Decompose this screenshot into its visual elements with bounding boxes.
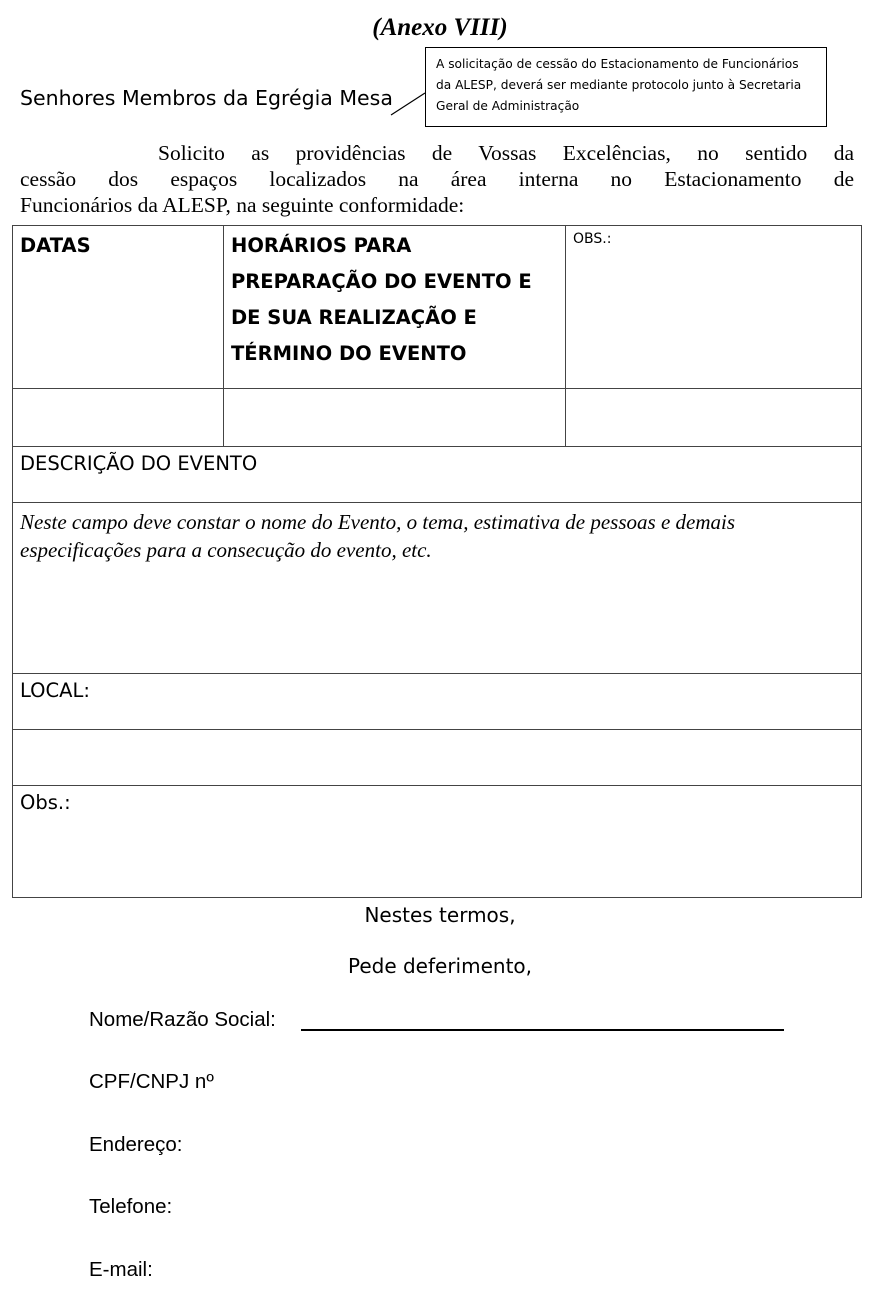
request-paragraph bbox=[20, 140, 854, 218]
note-leader-line bbox=[0, 0, 880, 140]
header-datas: DATAS bbox=[13, 226, 224, 389]
header-horarios-line: TÉRMINO DO EVENTO bbox=[231, 342, 467, 365]
descricao-label: DESCRIÇÃO DO EVENTO bbox=[13, 447, 862, 503]
obs-input-cell[interactable]: Obs.: bbox=[13, 786, 862, 898]
local-label-row bbox=[13, 674, 862, 730]
annex-title: (Anexo VIII) bbox=[372, 14, 508, 41]
descricao-label-row bbox=[13, 447, 862, 503]
closing-line-2: Pede deferimento, bbox=[347, 954, 533, 978]
header-horarios-line: HORÁRIOS PARA bbox=[231, 234, 412, 257]
request-line-1: Solicito as providências de Vossas Excelências, no sentido da bbox=[158, 141, 854, 165]
header-horarios-line: DE SUA REALIZAÇÃO E bbox=[231, 306, 477, 329]
nome-signature-line[interactable] bbox=[301, 1029, 784, 1031]
table-header-row bbox=[13, 226, 862, 389]
instruction-note: A solicitação de cessão do Estacionamento de Funcionários da ALESP, deverá ser mediante protocolo junto à Secretaria Geral de Administração bbox=[425, 47, 827, 127]
local-input-cell[interactable] bbox=[13, 730, 862, 786]
header-horarios-line: PREPARAÇÃO DO EVENTO E bbox=[231, 270, 532, 293]
endereco-label: Endereço: bbox=[89, 1133, 183, 1156]
header-horarios bbox=[224, 226, 566, 389]
request-line-2: cessão dos espaços localizados na área interna no Estacionamento de bbox=[20, 167, 854, 191]
datas-input-cell[interactable] bbox=[13, 389, 224, 447]
local-label: LOCAL: bbox=[13, 674, 862, 730]
header-obs: OBS.: bbox=[566, 226, 862, 389]
email-label: E-mail: bbox=[89, 1258, 153, 1281]
request-line-3: Funcionários da ALESP, na seguinte conformidade: bbox=[20, 193, 465, 217]
closing-line-1: Nestes termos, bbox=[364, 903, 516, 927]
cpf-label: CPF/CNPJ nº bbox=[89, 1070, 214, 1093]
descricao-row bbox=[13, 503, 862, 674]
horarios-input-cell[interactable] bbox=[224, 389, 566, 447]
nome-label: Nome/Razão Social: bbox=[89, 1008, 276, 1031]
descricao-input-cell[interactable]: Neste campo deve constar o nome do Evento, o tema, estimativa de pessoas e demais especificações para a consecução do evento, etc. bbox=[13, 503, 862, 674]
local-input-row bbox=[13, 730, 862, 786]
table-input-row bbox=[13, 389, 862, 447]
event-request-table bbox=[12, 225, 862, 898]
obs-row bbox=[13, 786, 862, 898]
obs-input-cell[interactable] bbox=[566, 389, 862, 447]
salutation: Senhores Membros da Egrégia Mesa bbox=[20, 86, 393, 110]
telefone-label: Telefone: bbox=[89, 1195, 173, 1218]
